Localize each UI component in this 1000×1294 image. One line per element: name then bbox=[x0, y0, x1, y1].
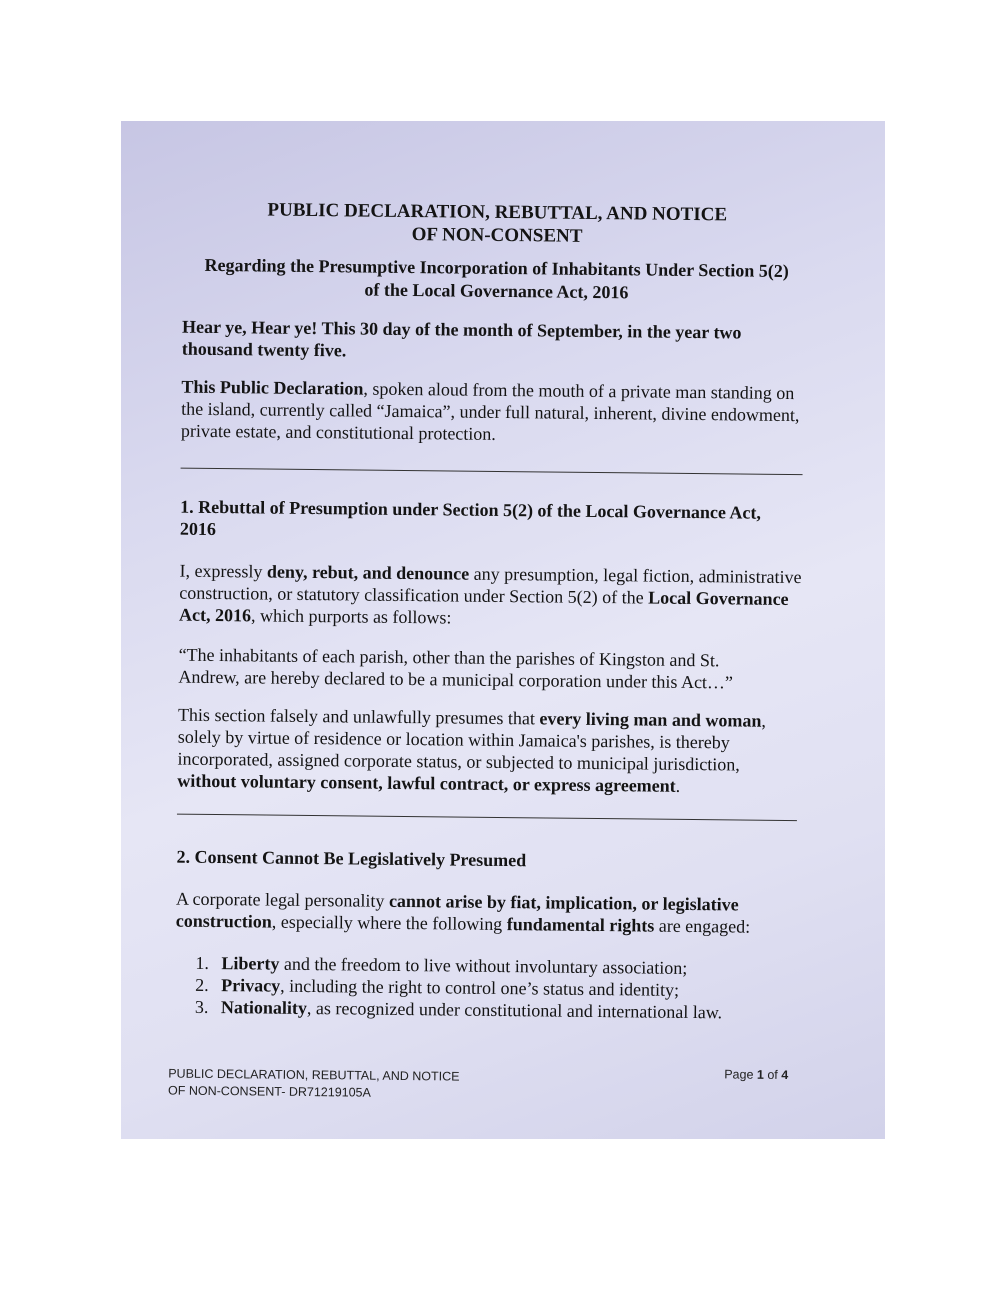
s2p1-text-e: are engaged: bbox=[654, 915, 751, 937]
list-item-text: , as recognized under constitutional and international law. bbox=[306, 997, 723, 1023]
intro-bold: This Public Declaration bbox=[181, 376, 364, 399]
page-number bbox=[724, 1067, 788, 1082]
list-item-text: , including the right to control one’s status and identity; bbox=[280, 975, 680, 1000]
list-number: 1. bbox=[195, 952, 210, 973]
list-item bbox=[195, 996, 722, 1024]
section-2-heading: 2. Consent Cannot Be Legislatively Presumed bbox=[176, 846, 527, 871]
section-2-paragraph bbox=[176, 888, 786, 938]
document-subtitle bbox=[124, 253, 868, 307]
title-line-1: PUBLIC DECLARATION, REBUTTAL, AND NOTICE bbox=[267, 199, 728, 226]
section-1-paragraph-1 bbox=[179, 560, 810, 633]
page-total: 4 bbox=[781, 1067, 789, 1083]
s2p1-text-c: , especially where the following bbox=[271, 911, 507, 935]
s1p1-bold-b: deny, rebut, and denounce bbox=[266, 561, 470, 584]
s2p1-bold-b: cannot arise by fiat, implication, or legislative construction bbox=[175, 890, 739, 932]
section-1-heading: 1. Rebuttal of Presumption under Section 5(2) of the Local Governance Act, 2016 bbox=[179, 496, 762, 540]
intro-paragraph bbox=[181, 376, 812, 449]
footer-line-1: PUBLIC DECLARATION, REBUTTAL, AND NOTICE bbox=[168, 1066, 460, 1084]
page-of: of bbox=[763, 1067, 782, 1082]
s1p1-text-a: I, expressly bbox=[179, 560, 268, 582]
list-item-bold: Nationality bbox=[220, 997, 308, 1018]
s1p2-text-e: . bbox=[675, 775, 681, 796]
s1p1-bold-d: Local Governance Act, 2016 bbox=[178, 587, 789, 626]
s1p2-text-c: , solely by virtue of residence or location within Jamaica's parishes, is thereby incorporated, assigned corporate status, or subjected to municipal jurisdiction, bbox=[177, 710, 767, 775]
list-number: 3. bbox=[194, 996, 209, 1017]
title-line-2: OF NON-CONSENT bbox=[411, 224, 583, 247]
list-item-bold: Privacy bbox=[221, 975, 281, 996]
document-photo bbox=[121, 121, 885, 1139]
list-number: 2. bbox=[195, 974, 209, 995]
divider-2 bbox=[177, 814, 797, 821]
hear-ye-statement: Hear ye, Hear ye! This 30 day of the month of September, in the year two thousand twenty five. bbox=[181, 316, 742, 361]
section-1-quote: “The inhabitants of each parish, other than the parishes of Kingston and St. Andrew, are hereby declared to be a municipal corporation under this Act…” bbox=[178, 644, 734, 693]
rights-list bbox=[195, 952, 723, 1024]
page-prefix: Page bbox=[724, 1067, 758, 1082]
s1p2-bold-d: without voluntary consent, lawful contract, or express agreement bbox=[177, 770, 676, 796]
s2p1-bold-d: fundamental rights bbox=[506, 914, 655, 936]
page-current: 1 bbox=[756, 1067, 764, 1082]
document-title bbox=[125, 197, 869, 251]
section-1-paragraph-2 bbox=[177, 704, 798, 798]
s1p1-text-c: any presumption, legal fiction, administrative construction, or statutory classification under Section 5(2) of the bbox=[179, 563, 802, 608]
list-item-bold: Liberty bbox=[221, 953, 280, 974]
document-page bbox=[121, 121, 885, 1139]
s1p1-text-e: , which purports as follows: bbox=[250, 605, 452, 628]
list-item-text: and the freedom to live without involuntary association; bbox=[279, 953, 688, 978]
intro-text: , spoken aloud from the mouth of a private man standing on the island, currently called “Jamaica”, under full natural, inherent, divine endowment, private estate, and constitutional protection. bbox=[180, 378, 800, 444]
footer-document-id bbox=[168, 1066, 460, 1103]
subtitle-line-1: Regarding the Presumptive Incorporation of Inhabitants Under Section 5(2) bbox=[204, 254, 789, 281]
s2p1-text-a: A corporate legal personality bbox=[175, 888, 390, 911]
s1p2-text-a: This section falsely and unlawfully presumes that bbox=[177, 704, 540, 729]
divider-1 bbox=[181, 468, 803, 476]
subtitle-line-2: of the Local Governance Act, 2016 bbox=[364, 279, 629, 303]
s1p2-bold-b: every living man and woman bbox=[539, 708, 762, 731]
footer-line-2: OF NON-CONSENT- DR71219105A bbox=[167, 1083, 371, 1100]
